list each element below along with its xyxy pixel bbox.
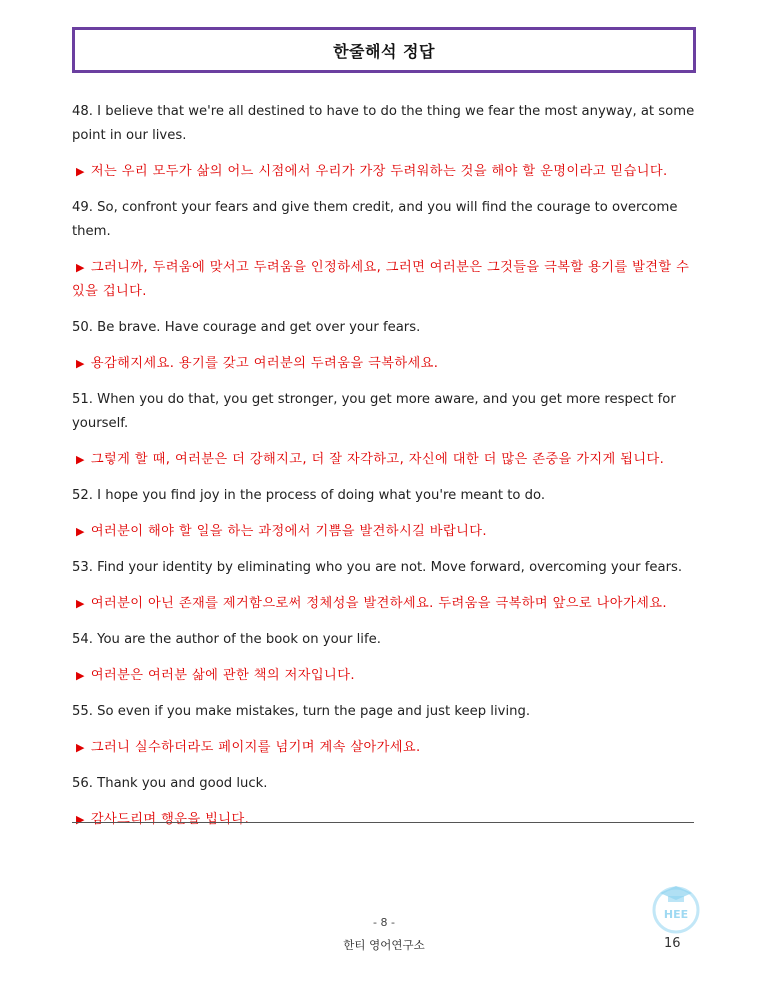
translation-list [72,100,702,844]
english-sentence: 55. So even if you make mistakes, turn the page and just keep living. [72,704,531,719]
korean-text: 여러분은 여러분 삶에 관한 책의 저자입니다. [90,668,355,683]
item-51 [72,388,702,472]
institute-name: 한티 영어연구소 [343,938,425,952]
english-sentence: 51. When you do that, you get stronger, you get more aware, and you get more respect for yourself. [72,392,676,431]
page-title: 한줄해석 정답 [333,41,435,61]
item-53 [72,556,702,616]
korean-translation [72,352,702,376]
page-marker: - 8 - [373,916,395,929]
item-56 [72,772,702,832]
item-52 [72,484,702,544]
arrow-icon: ▶ [76,165,85,178]
korean-translation [72,448,702,472]
korean-translation [72,808,702,832]
item-54 [72,628,702,688]
arrow-icon: ▶ [76,525,85,538]
arrow-icon: ▶ [76,261,85,274]
korean-translation [72,592,702,616]
arrow-icon: ▶ [76,741,85,754]
item-50 [72,316,702,376]
english-sentence: 54. You are the author of the book on your life. [72,632,381,647]
arrow-icon: ▶ [76,813,85,826]
korean-text: 그렇게 할 때, 여러분은 더 강해지고, 더 잘 자각하고, 자신에 대한 더 많은 존중을 가지게 됩니다. [90,452,665,467]
korean-text: 감사드리며 행운을 빕니다. [90,812,250,827]
korean-text: 그러니 실수하더라도 페이지를 넘기며 계속 살아가세요. [90,740,421,755]
english-sentence: 48. I believe that we're all destined to have to do the thing we fear the most anyway, at some point in our lives. [72,104,695,143]
english-sentence: 56. Thank you and good luck. [72,776,268,791]
item-48 [72,100,702,184]
english-sentence: 52. I hope you find joy in the process of doing what you're meant to do. [72,488,546,503]
divider-line [72,822,694,823]
item-49 [72,196,702,304]
korean-text: 여러분이 아닌 존재를 제거함으로써 정체성을 발견하세요. 두려움을 극복하며 앞으로 나아가세요. [90,596,667,611]
arrow-icon: ▶ [76,597,85,610]
korean-translation [72,520,702,544]
arrow-icon: ▶ [76,453,85,466]
title-box [72,27,696,73]
korean-translation [72,736,702,760]
korean-translation [72,256,702,304]
logo-text: HEE [663,908,689,921]
english-sentence: 53. Find your identity by eliminating who you are not. Move forward, overcoming your fears. [72,560,683,575]
item-55 [72,700,702,760]
korean-translation [72,664,702,688]
korean-text: 저는 우리 모두가 삶의 어느 시점에서 우리가 가장 두려워하는 것을 해야 할 운명이라고 믿습니다. [90,164,668,179]
english-sentence: 50. Be brave. Have courage and get over your fears. [72,320,421,335]
english-sentence: 49. So, confront your fears and give them credit, and you will find the courage to overcome them. [72,200,678,239]
arrow-icon: ▶ [76,669,85,682]
page-number: 16 [664,936,681,951]
korean-translation [72,160,702,184]
korean-text: 여러분이 해야 할 일을 하는 과정에서 기쁨을 발견하시길 바랍니다. [90,524,487,539]
korean-text: 그러니까, 두려움에 맞서고 두려움을 인정하세요, 그러면 여러분은 그것들을 극복할 용기를 발견할 수 있을 겁니다. [72,260,690,299]
arrow-icon: ▶ [76,357,85,370]
korean-text: 용감해지세요. 용기를 갖고 여러분의 두려움을 극복하세요. [90,356,439,371]
